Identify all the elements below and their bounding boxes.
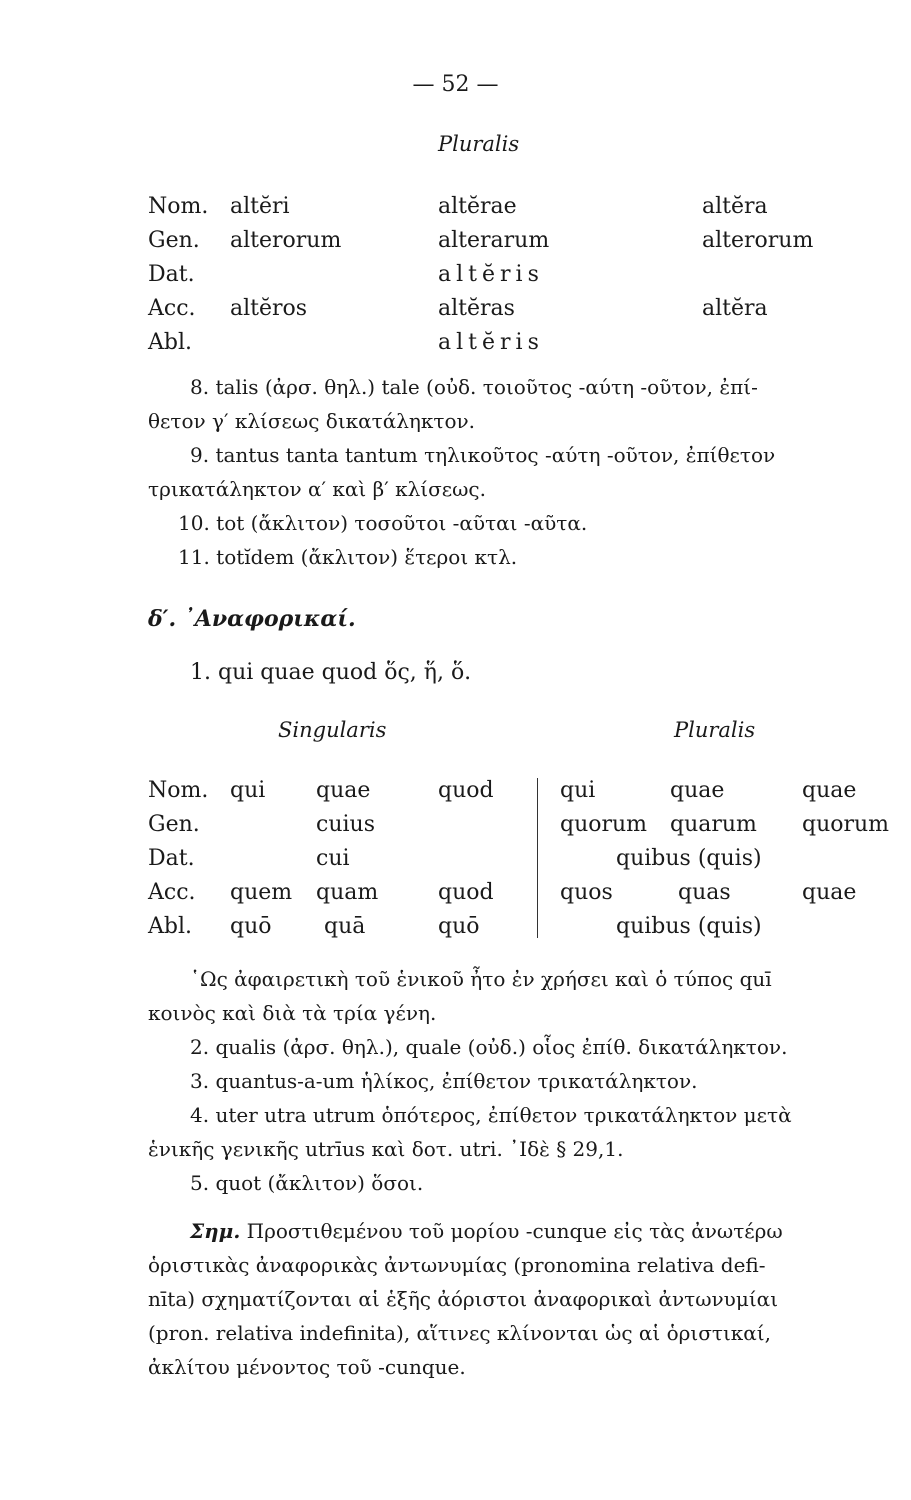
table-row: Nom. altĕri altĕrae altĕra: [148, 194, 768, 219]
note-line: (pron. relativa indefinita), αἵτινες κλίνονται ὡς αἱ ὁριστικαί,: [148, 1321, 771, 1345]
item-8-line-2: θετον γ′ κλίσεως δικατάληκτον.: [148, 409, 476, 433]
item-4-line-2: ἑνικῆς γενικῆς utrīus καὶ δοτ. utri. ᾽Ιδὲ § 29,1.: [148, 1137, 624, 1161]
ablative-note-line-2: κοινὸς καὶ διὰ τὰ τρία γένη.: [148, 1001, 437, 1025]
table-row: Abl. quō quā quō quibus (quis): [148, 914, 762, 939]
table-row: Abl. altĕris: [148, 330, 544, 355]
pluralis-heading: Pluralis: [674, 718, 756, 742]
section-title-relatives: δ′. ᾽Αναφορικαί.: [148, 606, 356, 632]
note-line: nīta) σχηματίζονται αἱ ἑξῆς ἀόριστοι ἀναφορικαὶ ἀντωνυμίαι: [148, 1287, 779, 1311]
item-1-qui: 1. qui quae quod ὅς, ἥ, ὅ.: [190, 660, 472, 685]
pluralis-heading-top: Pluralis: [438, 132, 520, 156]
table-row: Gen. cuius quorum quarum quorum: [148, 812, 890, 837]
table-row: Gen. alterorum alterarum alterorum: [148, 228, 814, 253]
singularis-heading: Singularis: [278, 718, 387, 742]
ablative-note-line-1: ῾Ως ἀφαιρετικὴ τοῦ ἑνικοῦ ἦτο ἐν χρήσει καὶ ὁ τύπος quī: [190, 967, 772, 991]
item-11: 11. totĭdem (ἄκλιτον) ἕτεροι κτλ.: [178, 545, 518, 569]
note-label: Σημ.: [190, 1219, 241, 1243]
item-3: 3. quantus-a-um ἡλίκος, ἐπίθετον τρικατάληκτον.: [190, 1069, 698, 1093]
note-line: ὁριστικὰς ἀναφορικὰς ἀντωνυμίας (pronomina relativa defi-: [148, 1253, 766, 1277]
item-10: 10. tot (ἄκλιτον) τοσοῦτοι -αῦται -αῦτα.: [178, 511, 588, 535]
item-9-line-1: 9. tantus tanta tantum τηλικοῦτος -αύτη -οῦτον, ἐπίθετον: [190, 443, 776, 467]
table-row: Acc. altĕros altĕras altĕra: [148, 296, 768, 321]
note-paragraph: [148, 1214, 908, 1384]
table-row: Dat. cui quibus (quis): [148, 846, 762, 871]
item-2: 2. qualis (ἀρσ. θηλ.), quale (οὐδ.) οἷος ἐπίθ. δικατάληκτον.: [190, 1035, 788, 1059]
note-first-line: Σημ. Προστιθεμένου τοῦ μορίου -cunque εἰς τὰς ἀνωτέρω: [190, 1219, 783, 1243]
numbered-list-1: [148, 370, 908, 574]
item-4-line-1: 4. uter utra utrum ὁπότερος, ἐπίθετον τρικατάληκτον μετὰ: [190, 1103, 792, 1127]
item-5: 5. quot (ἄκλιτον) ὅσοι.: [190, 1171, 424, 1195]
item-8-line-1: 8. talis (ἀρσ. θηλ.) tale (οὐδ. τοιοῦτος -αύτη -οῦτον, ἐπί-: [190, 375, 758, 399]
table-row: Acc. quem quam quod quos quas quae: [148, 880, 857, 905]
table-row: Nom. qui quae quod qui quae quae: [148, 778, 857, 803]
item-9-line-2: τρικατάληκτον α′ καὶ β′ κλίσεως.: [148, 477, 486, 501]
note-line: ἀκλίτου μένοντος τοῦ -cunque.: [148, 1355, 466, 1379]
page-number: — 52 —: [412, 72, 499, 97]
table-row: Dat. altĕris: [148, 262, 544, 287]
numbered-list-2: [148, 962, 908, 1200]
